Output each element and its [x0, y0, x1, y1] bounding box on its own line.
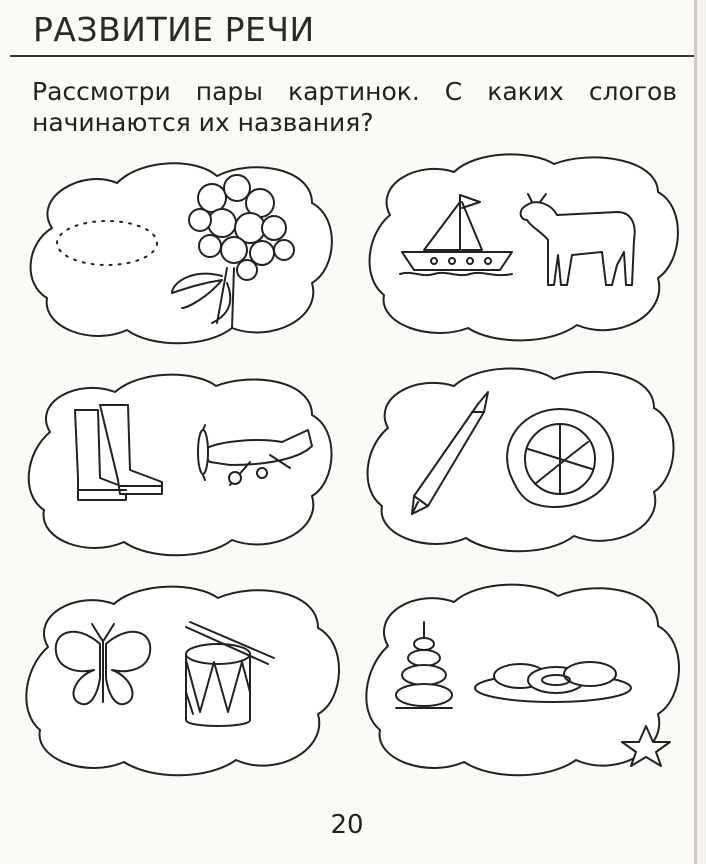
- picture-pair-2: [362, 150, 687, 345]
- picture-pair-1: [22, 158, 340, 348]
- picture-pair-3: [20, 370, 340, 560]
- page-title: РАЗВИТИЕ РЕЧИ: [33, 10, 315, 49]
- page-number: 20: [330, 810, 364, 840]
- cabbage-icon: [507, 409, 613, 507]
- picture-pair-5: [18, 582, 348, 780]
- header-divider: [10, 55, 694, 57]
- picture-pair-6: [358, 580, 688, 780]
- task-instruction: Рассмотри пары картинок. С каких слогов начинаются их названия?: [32, 77, 677, 137]
- picture-pair-4: [360, 364, 682, 556]
